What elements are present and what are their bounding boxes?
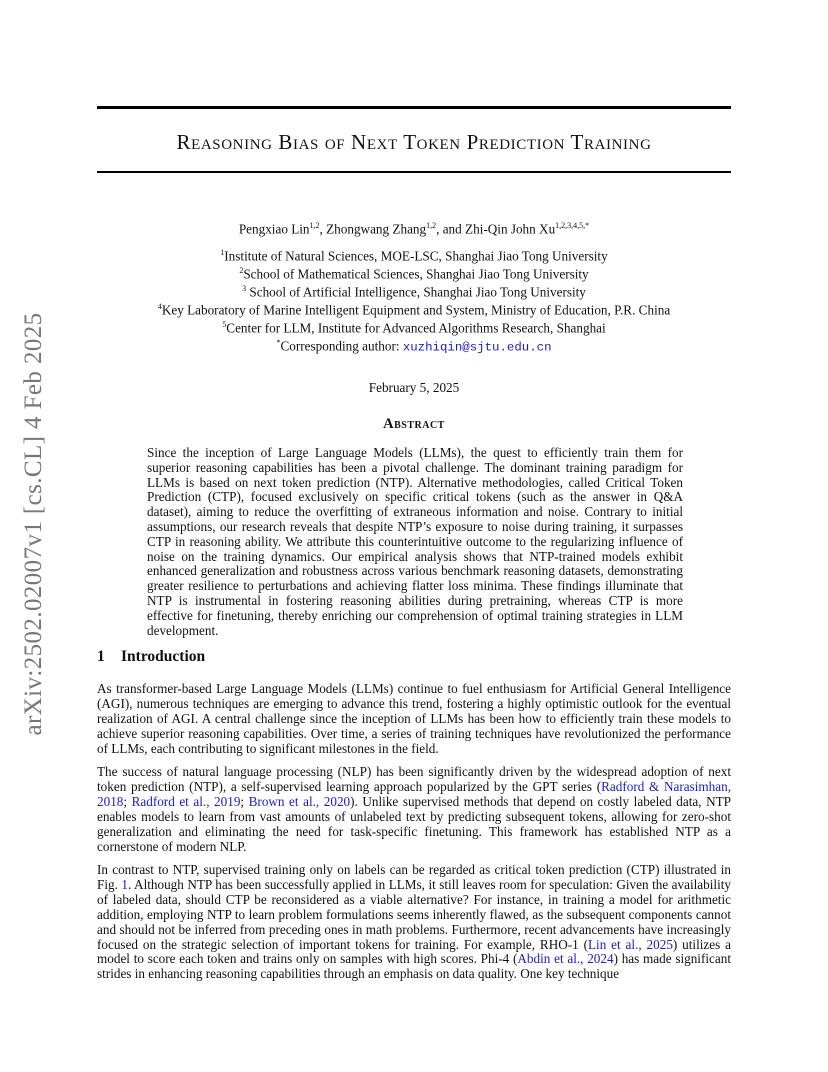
affiliation xyxy=(97,246,731,264)
author-separator: , and xyxy=(436,221,466,237)
citation-link[interactable]: Radford & Narasimhan, 2018 xyxy=(97,778,731,809)
affiliation-text: Center for LLM, Institute for Advanced Algorithms Research, Shanghai xyxy=(226,320,606,336)
author-name: Pengxiao Lin xyxy=(238,221,310,237)
affiliation-text: School of Mathematical Sciences, Shanghai Jiao Tong University xyxy=(243,266,589,282)
paragraph-text: ; xyxy=(240,793,249,809)
author-email-link[interactable]: xuzhiqin@sjtu.edu.cn xyxy=(402,340,552,355)
corresponding-author xyxy=(97,336,731,355)
paper-title: Reasoning Bias of Next Token Prediction Training xyxy=(176,130,652,154)
section-number: 1 xyxy=(97,648,105,665)
corresponding-sup: * xyxy=(276,338,281,348)
citation-link[interactable]: Radford et al., 2019 xyxy=(131,793,241,809)
section-title: Introduction xyxy=(121,648,206,665)
title-rule-bottom xyxy=(97,171,731,173)
affiliation-text: Key Laboratory of Marine Intelligent Equipment and System, Ministry of Education, P.R. China xyxy=(161,302,671,318)
paragraph-text: ) has made significant strides in enhancing reasoning capabilities through an emphasis on data quality. One key technique xyxy=(97,951,731,982)
affiliation-list xyxy=(97,246,731,356)
paragraph-text: In contrast to NTP, supervised training only on labels can be regarded as critical token prediction (CTP) illustrated in Fig. xyxy=(97,861,731,892)
paragraph-text: ) utilizes a model to score each token and trains only on samples with high scores. Phi-4 ( xyxy=(97,936,731,967)
affiliation-sup: 5 xyxy=(222,320,227,330)
author-affil-sup: 1,2 xyxy=(309,221,320,230)
affiliation xyxy=(97,318,731,336)
author-separator: , xyxy=(319,221,327,237)
affiliation xyxy=(97,282,731,300)
citation-link[interactable]: Abdin et al., 2024 xyxy=(517,951,614,967)
arxiv-identifier: arXiv:2502.02007v1 [cs.CL] 4 Feb 2025 xyxy=(20,312,47,736)
author-affil-sup: 1,2,3,4,5,* xyxy=(555,221,590,230)
affiliation-sup: 1 xyxy=(220,248,225,257)
citation-link[interactable]: Brown et al., 2020 xyxy=(248,793,351,809)
citation-link[interactable]: Lin et al., 2025 xyxy=(588,936,673,952)
abstract-heading: Abstract xyxy=(383,416,445,432)
corresponding-label: Corresponding author: xyxy=(280,338,403,354)
paragraph-text: The success of natural language processing (NLP) has been significantly driven by the widespread adoption of next token prediction (NTP), a self-supervised learning approach popularized by the GPT series ( xyxy=(97,764,731,794)
affiliation xyxy=(97,300,731,318)
author-affil-sup: 1,2 xyxy=(426,221,437,230)
affiliation-sup: 3 xyxy=(242,284,247,294)
paragraph xyxy=(97,863,731,982)
figure-link[interactable]: 1 xyxy=(121,876,128,892)
section-heading xyxy=(97,648,205,666)
affiliation-sup: 4 xyxy=(157,302,162,312)
affiliation-sup: 2 xyxy=(239,266,244,276)
affiliation xyxy=(97,264,731,282)
paragraph: As transformer-based Large Language Models (LLMs) continue to fuel enthusiasm for Artificial General Intelligence (AGI), numerous techniques are emerging to advance this trend, fostering a highly optimistic outlook for the eventual realization of AGI. A central challenge since the inception of LLMs has been how to efficiently train these models to achieve superior reasoning capabilities. Over time, a series of training techniques have revolutionized the performance of LLMs, each contributing to significant milestones in the field. xyxy=(97,681,731,756)
affiliation-text: Institute of Natural Sciences, MOE-LSC, Shanghai Jiao Tong University xyxy=(224,248,608,264)
affiliation-text: School of Artificial Intelligence, Shanghai Jiao Tong University xyxy=(246,284,586,300)
paragraph xyxy=(97,765,731,854)
author-name: Zhi-Qin John Xu xyxy=(465,221,556,237)
paragraph-text: ; xyxy=(123,793,132,809)
author-name: Zhongwang Zhang xyxy=(326,221,427,237)
title-rule-top xyxy=(97,106,731,109)
paragraph-text: . Although NTP has been successfully applied in LLMs, it still leaves room for speculation: Given the availability of labeled data, should CTP be reconsidered as a viable alternative? For instance, in training a model for arithmetic addition, employing NTP to learn problem formulations seems inherently flawed, as the subsequent components cannot and should not be inferred from preceding ones in math problems. Furthermore, recent advancements have increasingly focused on the strategic selection of important tokens for training. For example, RHO-1 ( xyxy=(97,876,732,952)
paragraph-text: ). Unlike supervised methods that depend on costly labeled data, NTP enables models to learn from vast amounts of unlabeled text by predicting subsequent tokens, allowing for zero-shot generalization and eliminating the need for task-specific finetuning. This framework has established NTP as a cornerstone of modern NLP. xyxy=(97,793,732,854)
body-text xyxy=(97,682,731,991)
author-list xyxy=(97,218,731,237)
publication-date: February 5, 2025 xyxy=(368,380,460,395)
abstract-text: Since the inception of Large Language Models (LLMs), the quest to efficiently train them for superior reasoning capabilities has been a pivotal challenge. The dominant training paradigm for LLMs is based on next token prediction (NTP). Alternative methodologies, called Critical Token Prediction (CTP), focused exclusively on specific critical tokens (such as the answer in Q&A dataset), aiming to reduce the overfitting of extraneous information and noise. Contrary to initial assumptions, our research reveals that despite NTP’s exposure to noise during training, it surpasses CTP in reasoning ability. We attribute this counterintuitive outcome to the regularizing influence of noise on the training dynamics. Our empirical analysis shows that NTP-trained models exhibit enhanced generalization and robustness across various benchmark reasoning datasets, demonstrating greater resilience to perturbations and achieving flatter loss minima. These findings illuminate that NTP is instrumental in fostering reasoning abilities during pretraining, whereas CTP is more effective for finetuning, thereby enriching our comprehension of optimal training strategies in LLM development. xyxy=(147,445,683,638)
